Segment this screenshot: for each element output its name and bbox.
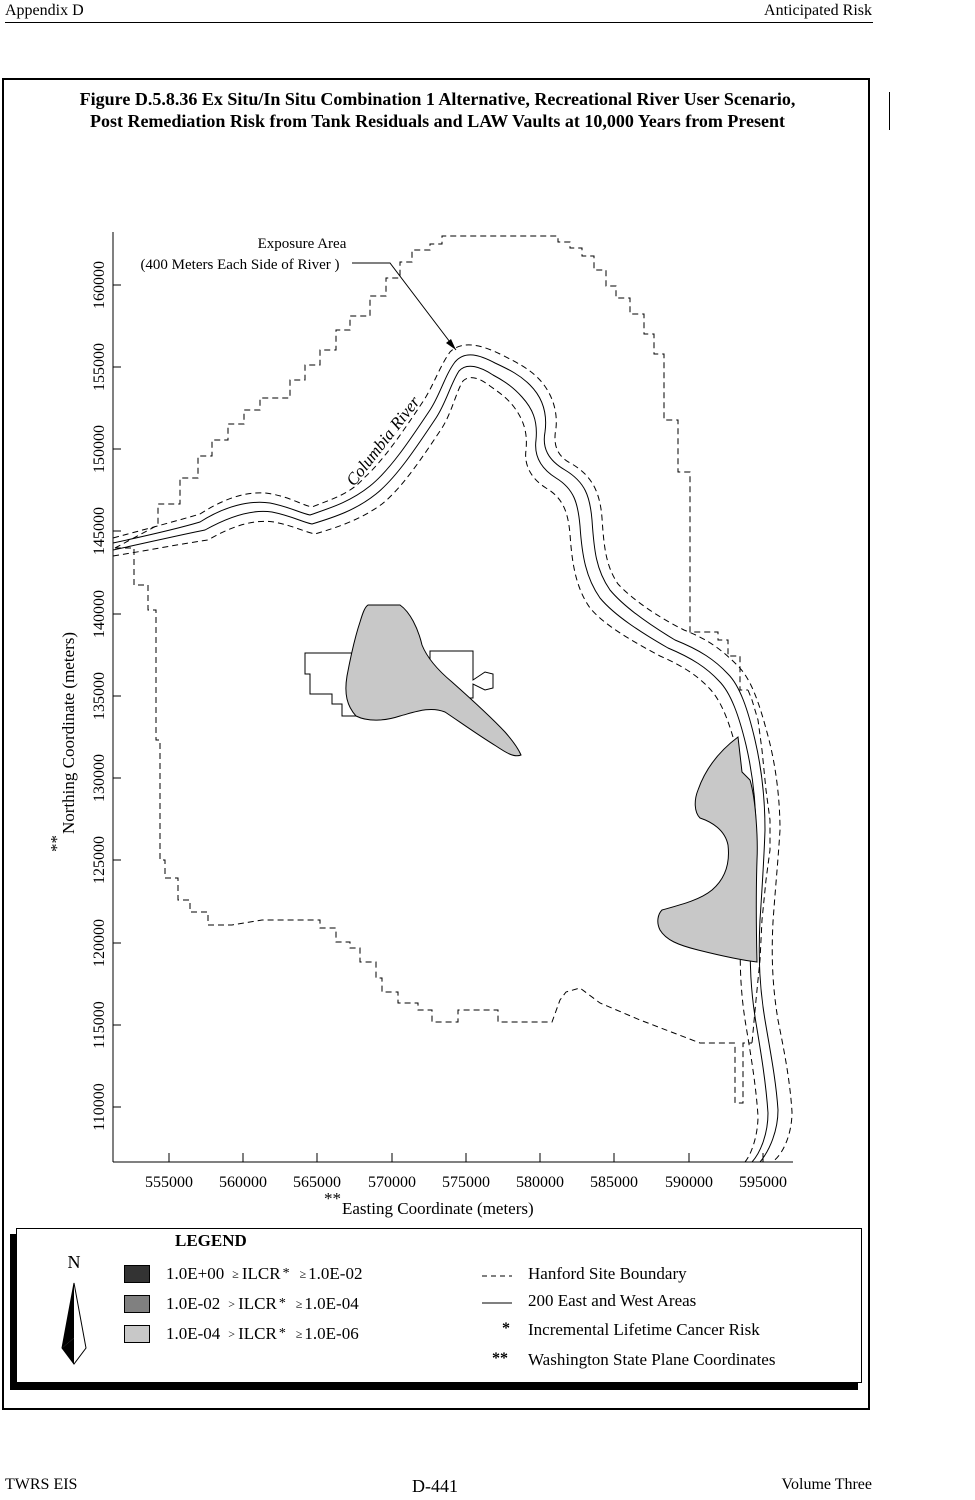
legend-high: 1.0E-04 xyxy=(304,1294,359,1313)
x-tick-label: 575000 xyxy=(442,1174,490,1191)
legend-star: * xyxy=(278,1296,286,1311)
header-right: Anticipated Risk xyxy=(764,2,872,19)
legend-op: ≥ xyxy=(232,1266,239,1281)
y-tick-label: 115000 xyxy=(91,1001,108,1049)
legend-ilcr: Incremental Lifetime Cancer Risk xyxy=(528,1320,760,1339)
legend-star: * xyxy=(282,1266,290,1281)
x-axis-label: Easting Coordinate (meters) xyxy=(342,1199,534,1218)
y-tick-label: 130000 xyxy=(91,754,108,802)
x-tick-label: 595000 xyxy=(739,1174,787,1191)
page-number: D-441 xyxy=(412,1476,458,1496)
legend-item xyxy=(124,1324,359,1344)
x-tick-label: 570000 xyxy=(368,1174,416,1191)
legend-star: * xyxy=(278,1326,286,1341)
x-tick-labels xyxy=(145,1174,787,1191)
exposure-area-sublabel: (400 Meters Each Side of River ) xyxy=(140,257,340,273)
hanford-site-boundary-north xyxy=(115,236,748,690)
legend-op: > xyxy=(228,1326,236,1341)
legend-plane-coords: Washington State Plane Coordinates xyxy=(528,1350,776,1369)
y-tick-label: 125000 xyxy=(91,836,108,884)
x-tick-label: 590000 xyxy=(665,1174,713,1191)
figure-title-line1: Figure D.5.8.36 Ex Situ/In Situ Combination 1 Alternative, Recreational River User Scenario, xyxy=(79,89,796,109)
y-tick-label: 110000 xyxy=(91,1083,108,1131)
legend-site-boundary: Hanford Site Boundary xyxy=(528,1264,687,1283)
x-axis-prefix: ** xyxy=(324,1189,341,1208)
legend-op: ≥ xyxy=(299,1266,307,1281)
header-left: Appendix D xyxy=(5,2,84,19)
y-tick-label: 145000 xyxy=(91,507,108,555)
legend-mid: ILCR xyxy=(238,1294,277,1313)
y-tick-label: 135000 xyxy=(91,672,108,720)
river-label: Columbia River xyxy=(342,392,424,490)
legend-high: 1.0E-02 xyxy=(308,1264,363,1283)
x-tick-label: 580000 xyxy=(516,1174,564,1191)
legend-low: 1.0E+00 xyxy=(166,1264,225,1283)
north-arrow-label: N xyxy=(67,1252,81,1272)
x-tick-label: 555000 xyxy=(145,1174,193,1191)
risk-plume-central xyxy=(346,605,521,756)
legend-low: 1.0E-04 xyxy=(166,1324,221,1343)
y-axis-label: Northing Coordinate (meters) xyxy=(59,631,78,834)
x-axis-title xyxy=(324,1189,534,1218)
legend-mid: ILCR xyxy=(238,1324,277,1343)
exposure-area-label: Exposure Area xyxy=(257,236,347,252)
x-tick-label: 585000 xyxy=(590,1174,638,1191)
y-tick-label: 140000 xyxy=(91,590,108,638)
y-tick-label: 160000 xyxy=(91,261,108,309)
x-tick-label: 560000 xyxy=(219,1174,267,1191)
legend-low: 1.0E-02 xyxy=(166,1294,221,1313)
legend-single-star: * xyxy=(502,1320,510,1337)
legend-op: ≥ xyxy=(295,1296,303,1311)
legend-item xyxy=(124,1264,362,1284)
exposure-area-annotation xyxy=(140,236,456,350)
legend-high: 1.0E-06 xyxy=(304,1324,359,1343)
legend-double-star: ** xyxy=(492,1350,508,1367)
legend-mid: ILCR xyxy=(241,1264,281,1283)
legend-swatch-medium xyxy=(124,1295,150,1313)
y-axis-prefix: ** xyxy=(47,835,66,852)
y-tick-label: 155000 xyxy=(91,343,108,391)
y-tick-labels xyxy=(91,261,108,1131)
risk-plume-east xyxy=(658,737,757,962)
legend-op: > xyxy=(228,1296,236,1311)
legend-swatch-low xyxy=(124,1325,150,1343)
hanford-site-boundary xyxy=(115,548,752,1103)
legend-op: ≥ xyxy=(295,1326,303,1341)
footer-left: TWRS EIS xyxy=(5,1476,78,1493)
x-tick-label: 565000 xyxy=(293,1174,341,1191)
y-tick-label: 150000 xyxy=(91,425,108,473)
y-tick-label: 120000 xyxy=(91,919,108,967)
legend-title: LEGEND xyxy=(175,1231,247,1250)
figure-title-line2: Post Remediation Risk from Tank Residuals and LAW Vaults at 10,000 Years from Present xyxy=(89,111,786,131)
legend-200-areas: 200 East and West Areas xyxy=(528,1291,697,1310)
y-axis-title xyxy=(47,632,78,852)
footer-right: Volume Three xyxy=(781,1476,872,1493)
legend-item xyxy=(124,1294,359,1314)
legend-swatch-high xyxy=(124,1265,150,1283)
